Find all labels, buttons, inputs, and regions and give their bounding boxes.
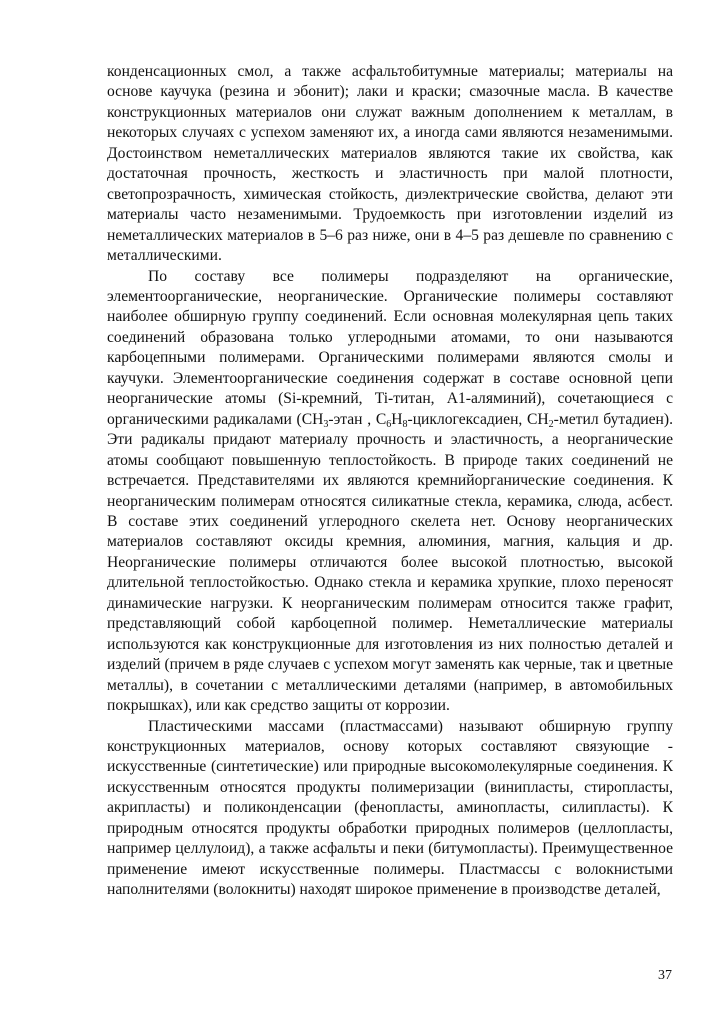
text-segment: конденсационных смол, а также асфальтобитумные материалы; материалы на основе каучука (резина и эбонит); лаки и краски; смазочные масла. В качестве конструкционных материалов они служат важным дополнением к металлам, в некоторых случаях с успехом заменяют их, а иногда сами являются незаменимыми. Достоинством неметаллических материалов являются такие их свойства, как достаточная прочность, жесткость и эластичность при малой плотности, светопрозрачность, химическая стойкость, диэлектрические свойства, делают эти материалы часто незаменимыми. Трудоемкость при изготовлении изделий из неметаллических материалов в 5–6 раз ниже, они в 4–5 раз дешевле по сравнению с металлическими. — [107, 63, 673, 265]
subscript: 3 — [323, 418, 329, 430]
page-body — [107, 62, 673, 901]
text-segment: По составу все полимеры подразделяют на органические, элементоорганические, неорганические. Органические полимеры составляют наиболее обширную группу соединений. Если основная молекулярная цепь таких соединений образована только углеродными атомами, то они называются карбоцепными полимерами. Органическими полимерами являются смолы и каучуки. Элементоорганические соединения содержат в составе основной цепи неорганические атомы (Si-кремний, Ti-титан, A1-аляминий), сочетающиеся с органическими радикалами (CH — [107, 267, 673, 428]
subscript: 8 — [402, 418, 408, 430]
text-segment: -циклогексадиен, CH — [407, 410, 549, 428]
paragraph — [107, 717, 673, 901]
page-number: 37 — [658, 968, 672, 983]
paragraph — [107, 62, 673, 267]
paragraph — [107, 267, 673, 717]
subscript: 6 — [386, 418, 392, 430]
text-segment: -этан , C — [328, 410, 387, 428]
text-segment: H — [391, 410, 403, 428]
text-segment: Пластическими массами (пластмассами) называют обширную группу конструкционных материалов, основу которых составляют связующие - искусственные (синтетические) или природные высокомолекулярные соединения. К искусственным относятся продукты полимеризации (винипласты, стиропласты, акрипласты) и поликонденсации (фенопласты, аминопласты, силипласты). К природным относятся продукты обработки природных полимеров (целлопласты, например целлулоид), а также асфальты и пеки (битумопласты). Преимущественное применение имеют искусственные полимеры. Пластмассы с волокнистыми наполнителями (волокниты) находят широкое применение в производстве деталей, — [107, 717, 673, 899]
subscript: 2 — [548, 418, 554, 430]
text-segment: -метил бутадиен). Эти радикалы придают материалу прочность и эластичность, а неорганические атомы сообщают повышенную теплостойкость. В природе таких соединений не встречается. Представителями их являются кремнийорганические соединения. К неорганическим полимерам относятся силикатные стекла, керамика, слюда, асбест. В составе этих соединений углеродного скелета нет. Основу неорганических материалов составляют оксиды кремния, алюминия, магния, кальция и др. Неорганические полимеры отличаются более высокой плотностью, высокой длительной теплостойкостью. Однако стекла и керамика хрупкие, плохо переносят динамические нагрузки. К неорганическим полимерам относится также графит, представляющий собой карбоцепной полимер. Неметаллические материалы используются как конструкционные для изготовления из них полностью деталей и изделий (причем в ряде случаев с успехом могут заменять как черные, так и цветные металлы), в сочетании с металлическими деталями (например, в автомобильных покрышках), или как средство защиты от коррозии. — [107, 410, 673, 715]
